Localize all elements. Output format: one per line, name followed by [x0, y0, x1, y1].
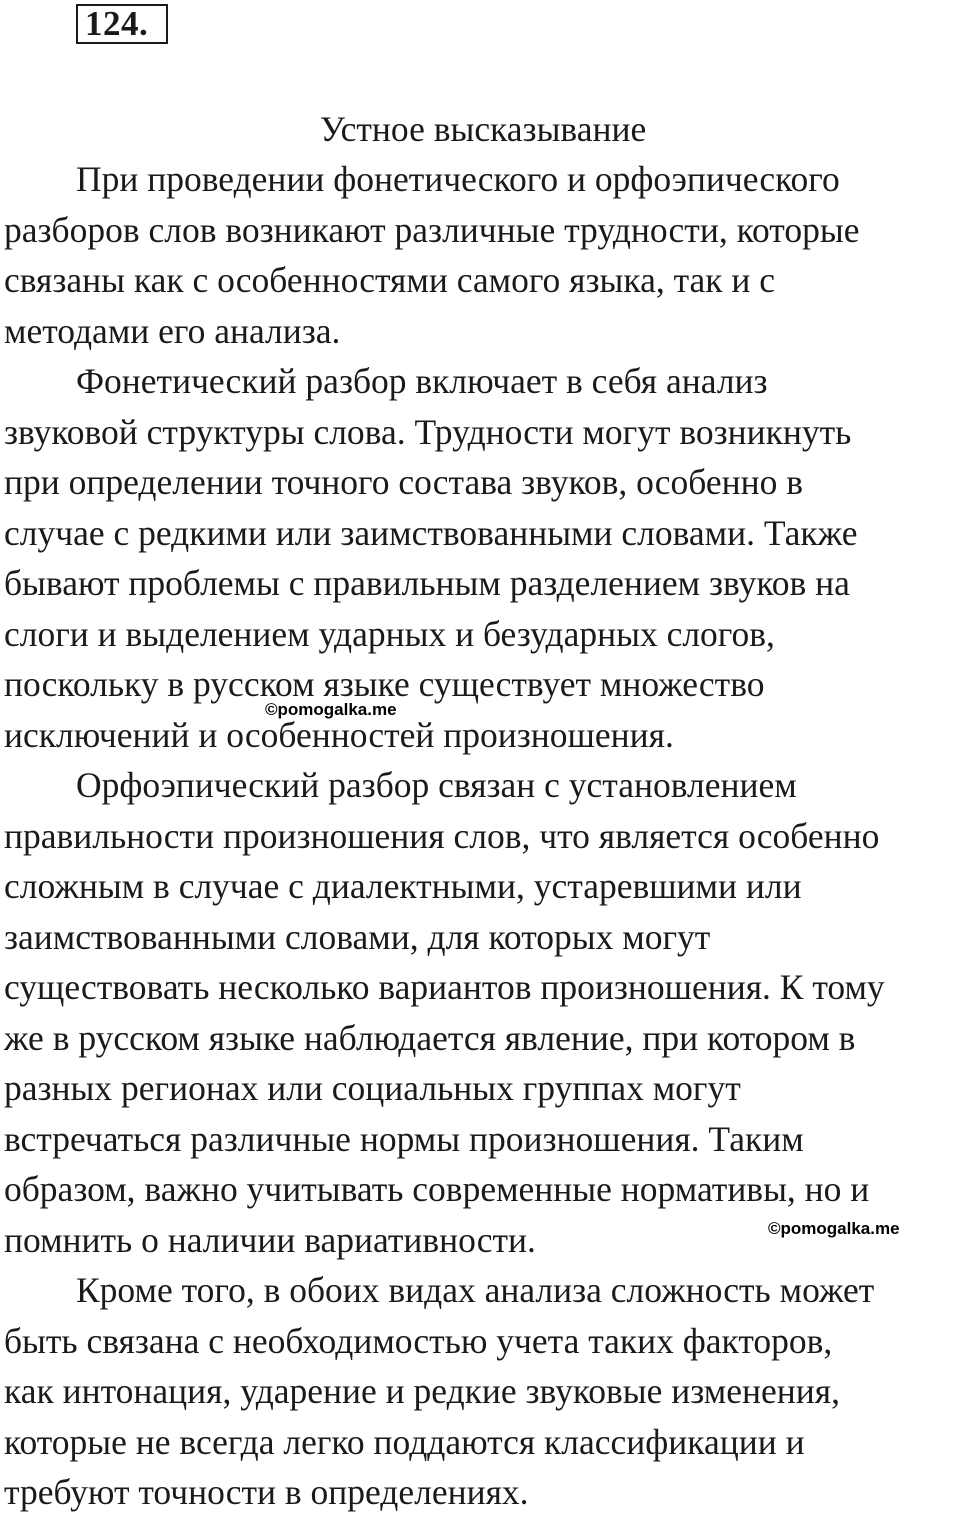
text-line: разборов слов возникают различные трудности, которые: [4, 209, 860, 250]
text-line: звуковой структуры слова. Трудности могут возникнуть: [4, 411, 852, 452]
text-line: при определении точного состава звуков, особенно в: [4, 462, 804, 502]
text-line: встречаться различные нормы произношения. Таким: [4, 1118, 804, 1159]
watermark: ©pomogalka.me: [768, 1219, 900, 1238]
text-line: поскольку в русском языке существует множество: [4, 664, 765, 704]
text-line: бывают проблемы с правильным разделением звуков на: [4, 563, 850, 603]
text-line: помнить о наличии вариативности.: [4, 1219, 536, 1260]
text-line: образом, важно учитывать современные нормативы, но и: [4, 1169, 870, 1209]
text-line: правильности произношения слов, что является особенно: [4, 815, 880, 856]
text-line: Орфоэпический разбор связан с установлением: [76, 765, 797, 805]
text-line: методами его анализа.: [4, 310, 341, 351]
text-line: связаны как с особенностями самого языка, так и с: [4, 260, 776, 300]
text-line: как интонация, ударение и редкие звуковые изменения,: [4, 1371, 840, 1411]
document-body: [4, 154, 960, 1518]
page-title: Устное высказывание: [319, 109, 647, 149]
text-line: случае с редкими или заимствованными словами. Также: [4, 512, 858, 553]
text-line: же в русском языке наблюдается явление, при котором в: [4, 1017, 856, 1058]
text-line: Фонетический разбор включает в себя анализ: [76, 361, 768, 401]
text-line: быть связана с необходимостью учета таких факторов,: [4, 1320, 833, 1361]
text-line: При проведении фонетического и орфоэпического: [76, 159, 840, 199]
task-number-box: [76, 4, 168, 44]
text-line: разных регионах или социальных группах могут: [4, 1068, 741, 1108]
text-line: требуют точности в определениях.: [4, 1472, 529, 1512]
text-line: исключений и особенностей произношения.: [4, 714, 674, 755]
text-line: которые не всегда легко поддаются классификации и: [4, 1421, 805, 1462]
text-line: существовать несколько вариантов произношения. К тому: [4, 967, 885, 1007]
text-line: заимствованными словами, для которых могут: [4, 916, 711, 957]
watermark: ©pomogalka.me: [265, 700, 397, 719]
text-line: Кроме того, в обоих видах анализа сложность может: [76, 1270, 875, 1310]
text-line: слоги и выделением ударных и безударных слогов,: [4, 613, 775, 654]
task-number: 124.: [85, 4, 149, 43]
text-line: сложным в случае с диалектными, устаревшими или: [4, 866, 802, 906]
